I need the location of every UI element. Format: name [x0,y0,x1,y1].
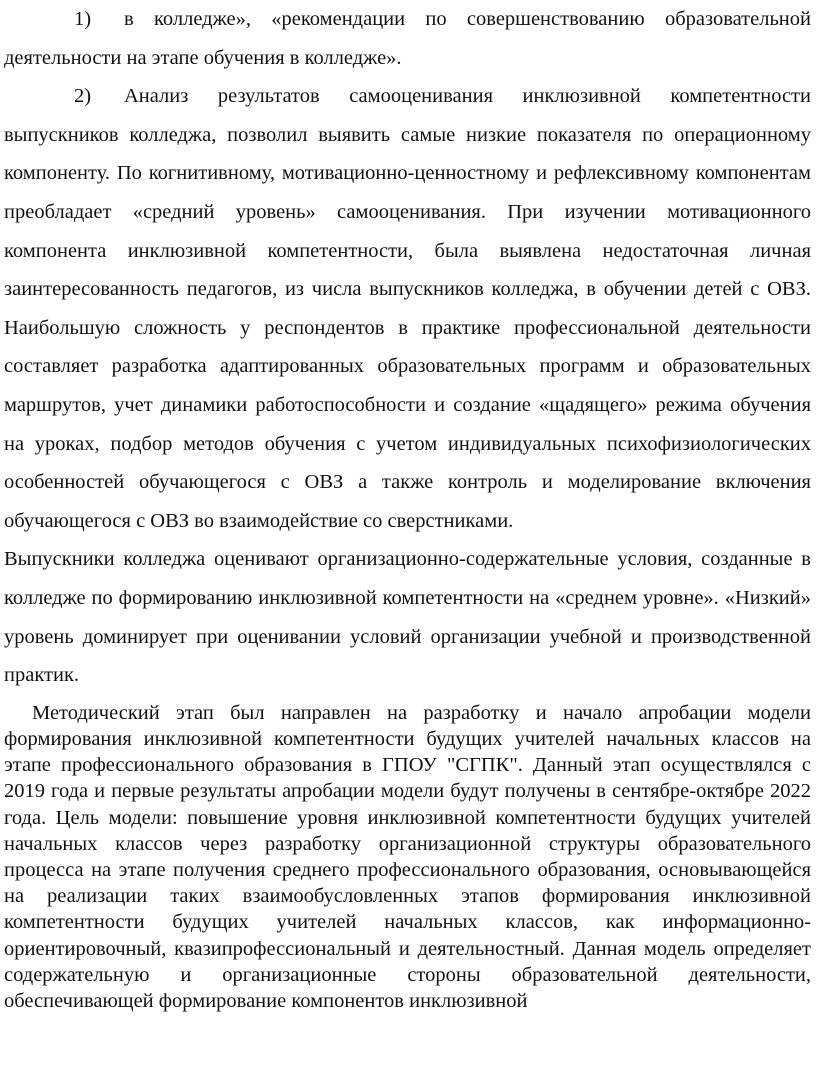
list-item-2 [4,77,811,540]
list-item-2-text: Анализ результатов самооценивания инклюзивной компетентности выпускников колледжа, позволил выявить самые низкие показателя по операционному компоненту. По когнитивному, мотивационно-ценностному и рефлексивному компонентам преобладает «средний уровень» самооценивания. При изучении мотивационного компонента инклюзивной компетентности, была выявлена недостаточная личная заинтересованность педагогов, из числа выпускников колледжа, в обучении детей с ОВЗ. Наибольшую сложность у респондентов в практике профессиональной деятельности составляет разработка адаптированных образовательных программ и образовательных маршрутов, учет динамики работоспособности и создание «щадящего» режима обучения на уроках, подбор методов обучения с учетом индивидуальных психофизиологических особенностей обучающегося с ОВЗ а также контроль и моделирование включения обучающегося с ОВЗ во взаимодействие со сверстниками. [4,85,811,532]
list-item-1 [4,0,811,77]
graduates-paragraph: Выпускники колледжа оценивают организационно-содержательные условия, созданные в колледже по формированию инклюзивной компетентности на «среднем уровне». «Низкий» уровень доминирует при оценивании условий организации учебной и производственной практик. [4,548,811,687]
analysis-section [4,0,811,695]
methodical-paragraph: Методический этап был направлен на разработку и начало апробации модели формирования инклюзивной компетентности будущих учителей начальных классов на этапе профессионального образования в ГПОУ "СГПК". Данный этап осуществлялся с 2019 года и первые результаты апробации модели будут получены в сентябре-октябре 2022 года. Цель модели: повышение уровня инклюзивной компетентности будущих учителей начальных классов через разработку организационной структуры образовательного процесса на этапе получения среднего профессионального образования, основывающейся на реализации таких взаимообусловленных этапов формирования инклюзивной компетентности будущих учителей начальных классов, как информационно-ориентировочный, квазипрофессиональный и деятельностный. Данная модель определяет содержательную и организационные стороны образовательной деятельности, обеспечивающей формирование компонентов инклюзивной [4,701,811,1012]
methodical-section [4,700,811,1014]
list-item-2-number: 2) [74,85,92,108]
list-item-1-number: 1) [74,8,92,30]
list-item-1-text: в колледже», «рекомендации по совершенствованию образовательной деятельности на этапе обучения в колледже». [4,8,811,69]
